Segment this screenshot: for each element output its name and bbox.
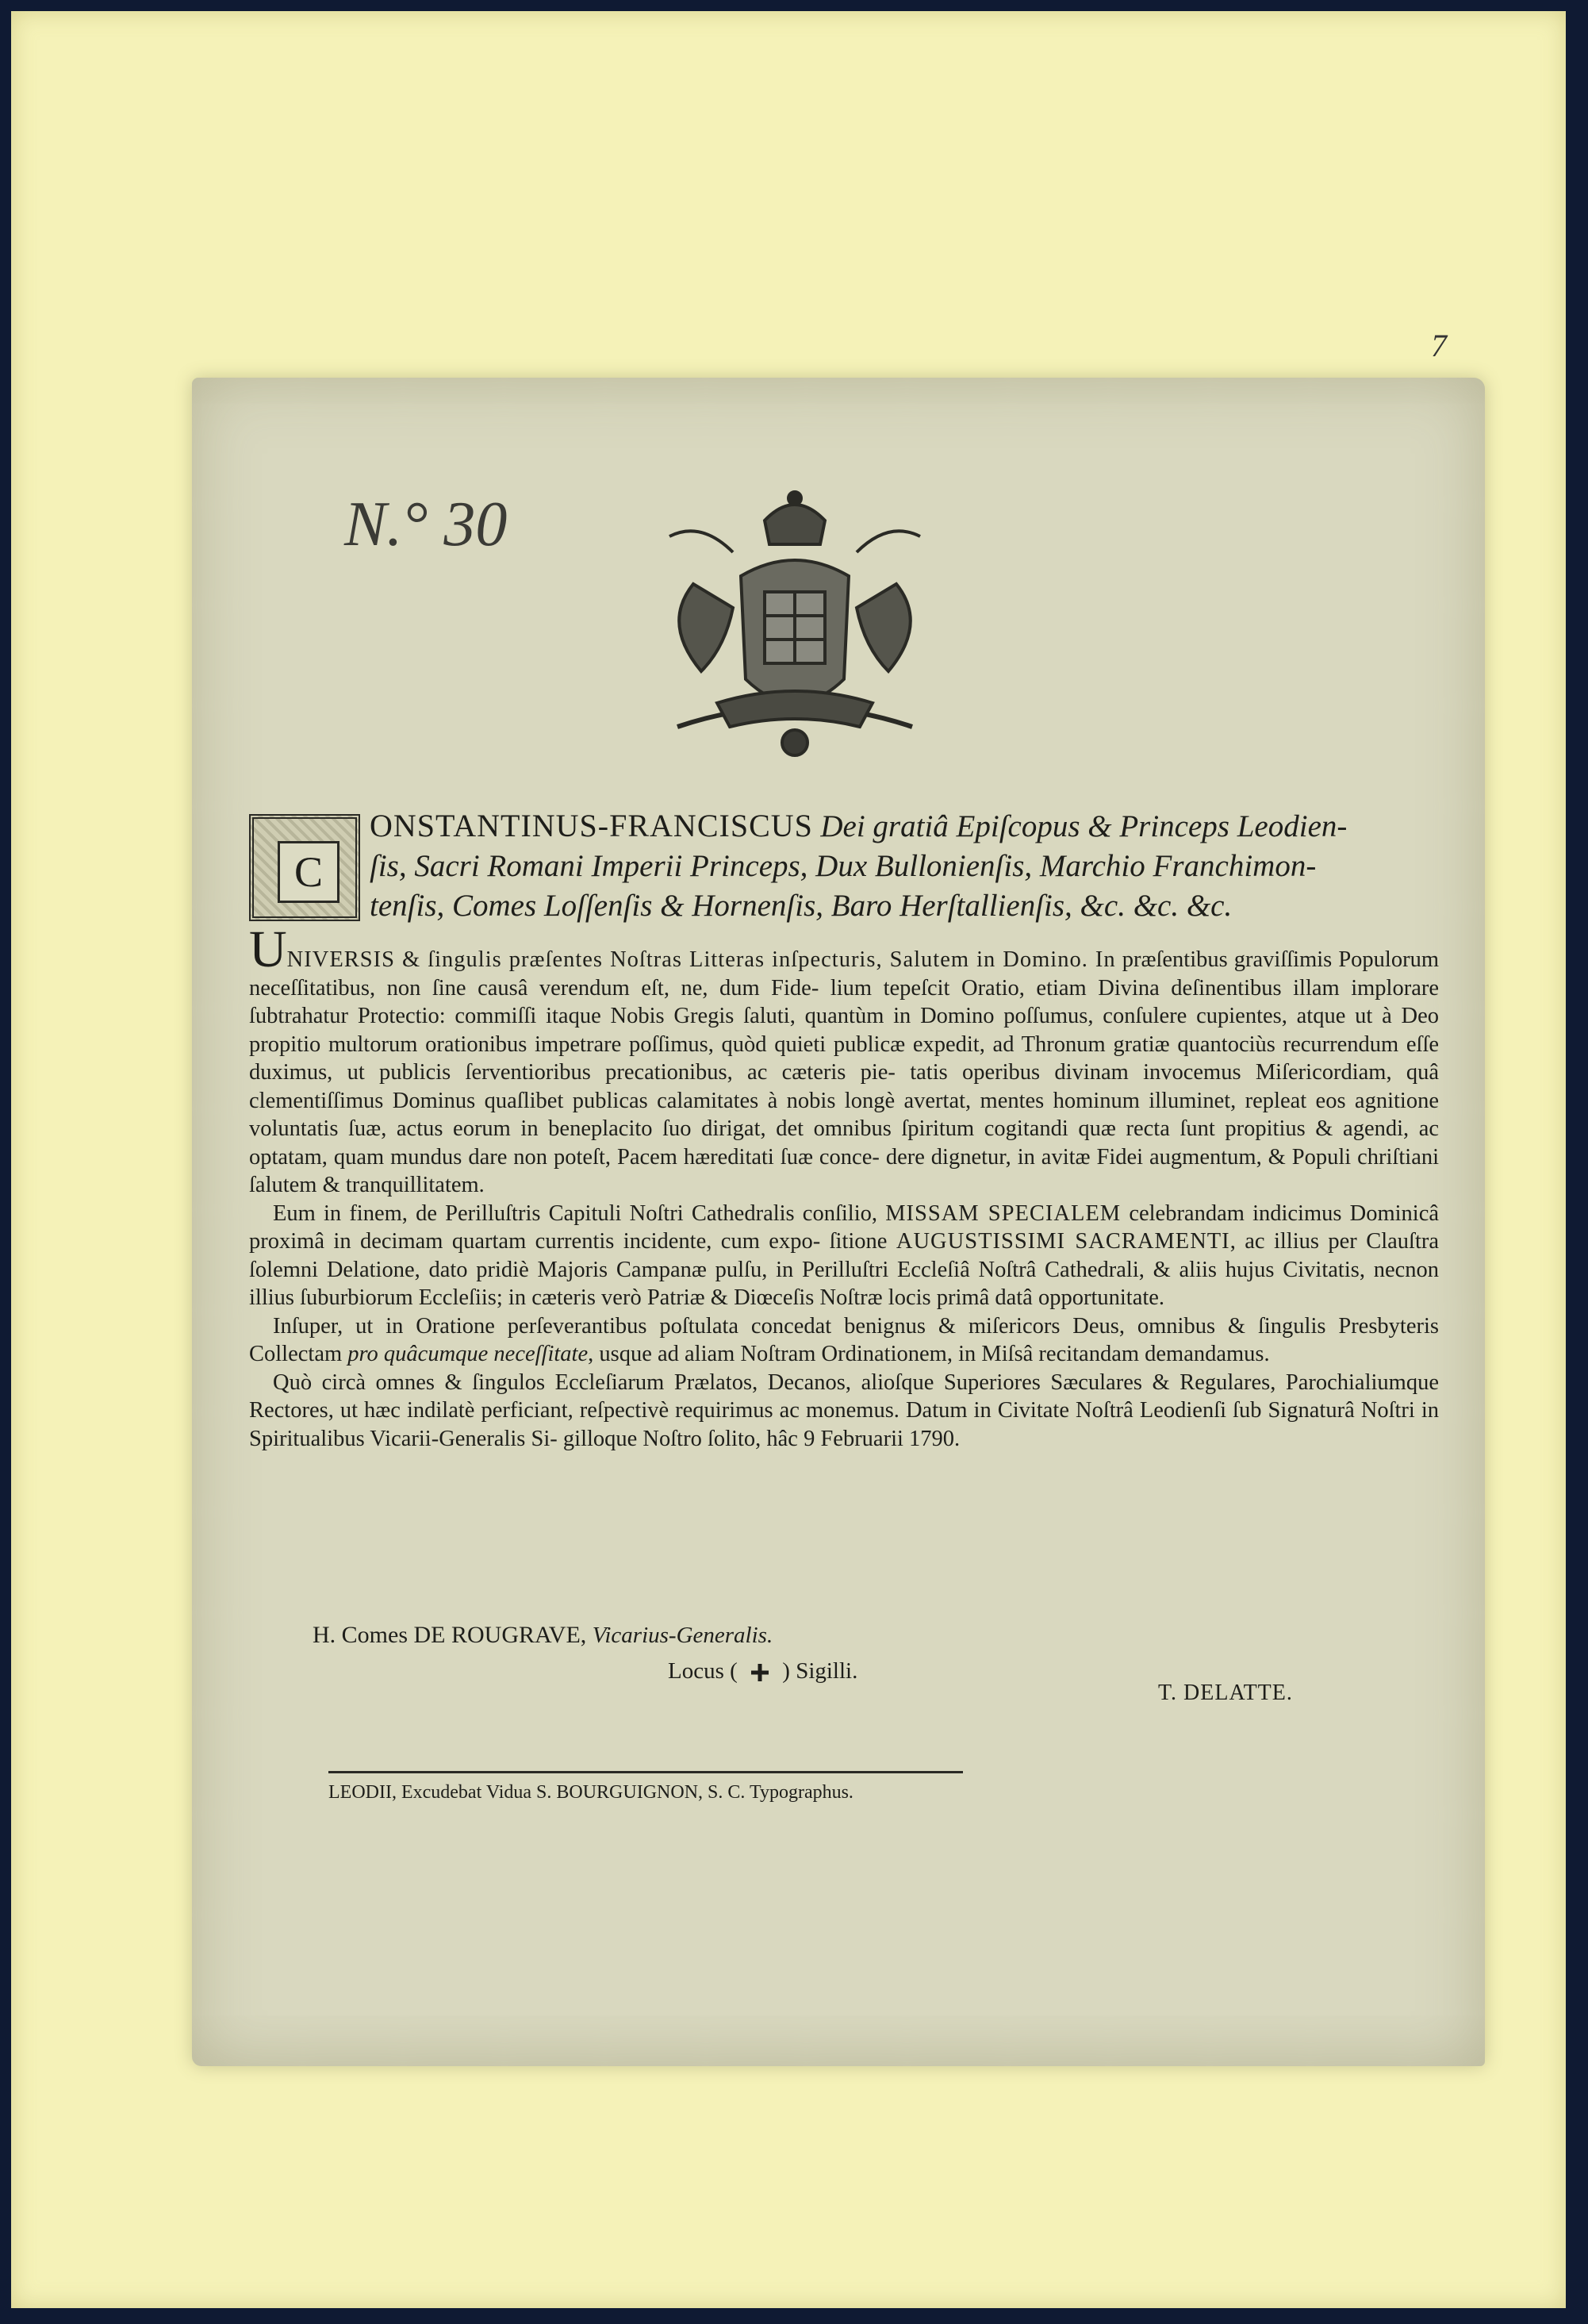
- coat-of-arms-icon: [646, 489, 944, 763]
- initial-letter: C: [278, 841, 339, 903]
- paragraph-insuper: Inſuper, ut in Oratione perſeverantibus poſtulata concedat benignus & miſericors Deus, omnibus & ſingulis Presbyteris Collectam pro quâcumque neceſſitate, usque ad aliam Noſtram Ordinationem, in Miſsâ recitandam demandamus.: [249, 1313, 1439, 1366]
- large-initial-u: U: [249, 920, 287, 978]
- bishop-name: ONSTANTINUS-FRANCISCUS: [370, 808, 813, 843]
- folio-number: 7: [1431, 328, 1447, 363]
- secretary-signature: T. DELATTE.: [1158, 1681, 1293, 1705]
- seal-place: Locus ( ) Sigilli.: [668, 1658, 858, 1684]
- document-number: N.° 30: [344, 490, 508, 559]
- title-block: [249, 806, 1439, 925]
- title-text: [370, 806, 1433, 926]
- title-line-2: ſis, Sacri Romani Imperii Princeps, Dux Bullonienſis, Marchio Franchimon-: [370, 849, 1317, 883]
- imprint-divider: [328, 1771, 963, 1773]
- paragraph-eum-in-finem: Eum in finem, de Perilluſtris Capituli Noſtri Cathedralis conſilio, MISSAM SPECIALEM celebrandam indicimus Dominicâ proximâ in decimam quartam currentis incidente, cum expo- ſitione AUGUSTISSIMI SACRAMENTI, ac illius per Clauſtra ſolemni Delatione, dato pridiè Majoris Campanæ pulſu, in Perilluſtri Eccleſiâ Noſtrâ Cathedrali, & aliis hujus Civitatis, necnon illius ſuburbiorum Eccleſiis; in cæteris verò Patriæ & Diœceſis Noſtræ locis primâ datâ opportunitate.: [249, 1200, 1440, 1310]
- title-line-1: Dei gratiâ Epiſcopus & Princeps Leodien-: [820, 809, 1348, 843]
- vicar-general-signature: H. Comes DE ROUGRAVE, Vicarius-Generalis.: [313, 1622, 773, 1648]
- document-body: [249, 920, 1440, 1453]
- cross-icon: [750, 1662, 770, 1683]
- printer-imprint: LEODII, Excudebat Vidua S. BOURGUIGNON, S. C. Typographus.: [328, 1782, 853, 1803]
- title-line-3: tenſis, Comes Loſſenſis & Hornenſis, Baro Herſtallienſis, &c. &c. &c.: [370, 889, 1233, 923]
- ornamental-initial: [249, 814, 360, 921]
- paragraph-quo-circa: Quò circà omnes & ſingulos Eccleſiarum Prælatos, Decanos, alioſque Superiores Sæculares & Regulares, Parochialiumque Rectores, ut hæc indilatè perficiant, reſpectivè requirimus ac monemus. Datum in Civitate Noſtrâ Leodienſi ſub Signaturâ Noſtri in Spiritualibus Vicarii-Generalis Si- gilloque Noſtro ſolito, hâc 9 Februarii 1790.: [249, 1369, 1440, 1451]
- paragraph-universis: UNIVERSIS & ſingulis præſentes Noſtras Litteras inſpecturis, Salutem in Domino. In præſentibus graviſſimis Populorum neceſſitatibus, non ſine causâ verendum eſt, ne, dum Fide- lium tepeſcit Oratio, etiam Divina deſinentibus illam implorare ſubtrahatur Protectio: commiſſi itaque Nobis Gregis ſaluti, quantùm in Domino poſſumus, conſulere cupientes, atque ut à Deo propitio multorum orationibus impetrare poſſimus, quòd quieti publicæ expedit, ad Thronum gratiæ quantociùs recurrendum eſſe duximus, ut publicis ſerventioribus precationibus, ac cæteris pie- tatis operibus divinam invocemus Miſericordiam, quâ clementiſſimus Dominus quaſlibet publicas calamitates à nobis longè avertat, mentes hominum illuminet, repleat eos agnitione voluntatis ſuæ, actus eorum in beneplacito ſuo dirigat, det omnibus ſpiritum cogitandi quæ recta ſunt propitius & agendi, ac optatam, quam mundus dare non poteſt, Pacem hæreditati ſuæ conce- dere dignetur, in avitæ Fidei augmentum, & Populi chriſtiani ſalutem & tranquillitatem.: [249, 920, 1440, 1197]
- document-sheet: [192, 378, 1485, 2066]
- archive-mount: [11, 11, 1566, 2308]
